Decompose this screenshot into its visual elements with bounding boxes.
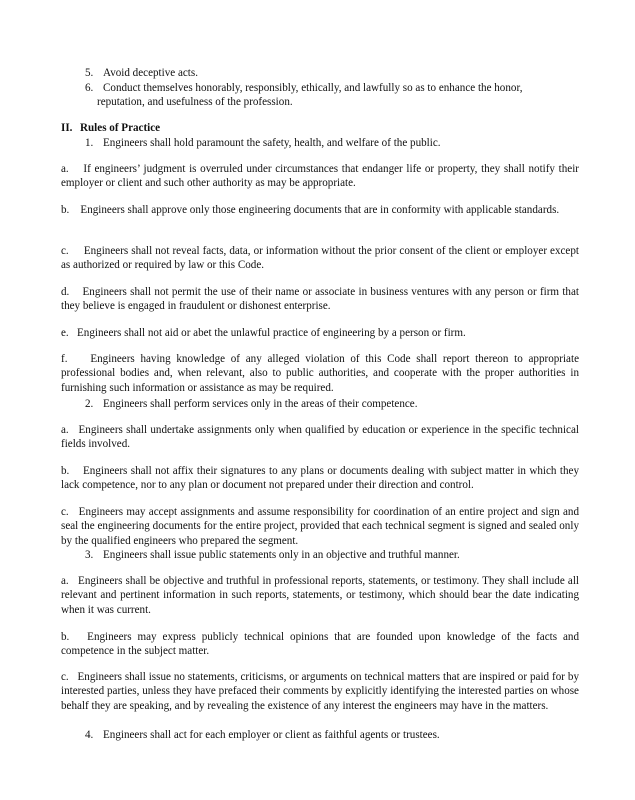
list-item-text: Conduct themselves honorably, responsibly, ethically, and lawfully so as to enhance the honor,: [103, 82, 523, 94]
sub-paragraph: e. Engineers shall not aid or abet the unlawful practice of engineering by a person or firm.: [61, 327, 466, 339]
list-item-text: Avoid deceptive acts.: [103, 67, 198, 79]
rule-text: Engineers shall perform services only in the areas of their competence.: [103, 398, 418, 410]
rule-number: 1.: [85, 137, 94, 149]
rule-text: Engineers shall hold paramount the safety, health, and welfare of the public.: [103, 137, 441, 149]
sub-paragraph: c. Engineers may accept assignments and assume responsibility for coordination of an entire project and sign and seal the engineering documents for the entire project, provided that each technical segment is signed and sealed only by the qualified engineers who prepared the segment.: [61, 506, 579, 547]
section-title: Rules of Practice: [80, 122, 161, 134]
sub-paragraph: a. Engineers shall be objective and truthful in professional reports, statements, or testimony. They shall include all relevant and pertinent information in such reports, statements, or testimony, which should bear the date indicating when it was current.: [61, 575, 579, 616]
list-number: 6.: [85, 82, 94, 94]
sub-paragraph: b. Engineers may express publicly technical opinions that are founded upon knowledge of the facts and competence in the subject matter.: [61, 631, 579, 658]
rule-text: Engineers shall issue public statements only in an objective and truthful manner.: [103, 549, 460, 561]
sub-paragraph: b. Engineers shall not affix their signatures to any plans or documents dealing with subject matter in which they lack competence, nor to any plan or document not prepared under their direction and control.: [61, 465, 579, 492]
rule-number: 2.: [85, 398, 94, 410]
sub-paragraph: f. Engineers having knowledge of any alleged violation of this Code shall report thereon to appropriate professional bodies and, when relevant, also to public authorities, and cooperate with the proper authorities in furnishing such information or assistance as may be required.: [61, 353, 579, 394]
list-item-text: reputation, and usefulness of the profession.: [97, 96, 293, 108]
sub-paragraph: a. Engineers shall undertake assignments only when qualified by education or experience in the specific technical fields involved.: [61, 424, 579, 451]
list-number: 5.: [85, 67, 94, 79]
section-number: II.: [61, 122, 73, 134]
sub-paragraph: c. Engineers shall issue no statements, criticisms, or arguments on technical matters that are inspired or paid for by interested parties, unless they have prefaced their comments by explicitly identifying the interested parties on whose behalf they are speaking, and by revealing the existence of any interest the engineers may have in the matters.: [61, 671, 579, 712]
rule-number: 3.: [85, 549, 94, 561]
rule-number: 4.: [85, 729, 94, 741]
sub-paragraph: a. If engineers’ judgment is overruled under circumstances that endanger life or property, they shall notify their employer or client and such other authority as may be appropriate.: [61, 163, 579, 190]
sub-paragraph: b. Engineers shall approve only those engineering documents that are in conformity with applicable standards.: [61, 204, 560, 216]
rule-text: Engineers shall act for each employer or client as faithful agents or trustees.: [103, 729, 440, 741]
sub-paragraph: c. Engineers shall not reveal facts, data, or information without the prior consent of the client or employer except as authorized or required by law or this Code.: [61, 245, 579, 272]
sub-paragraph: d. Engineers shall not permit the use of their name or associate in business ventures with any person or firm that they believe is engaged in fraudulent or dishonest enterprise.: [61, 286, 579, 313]
